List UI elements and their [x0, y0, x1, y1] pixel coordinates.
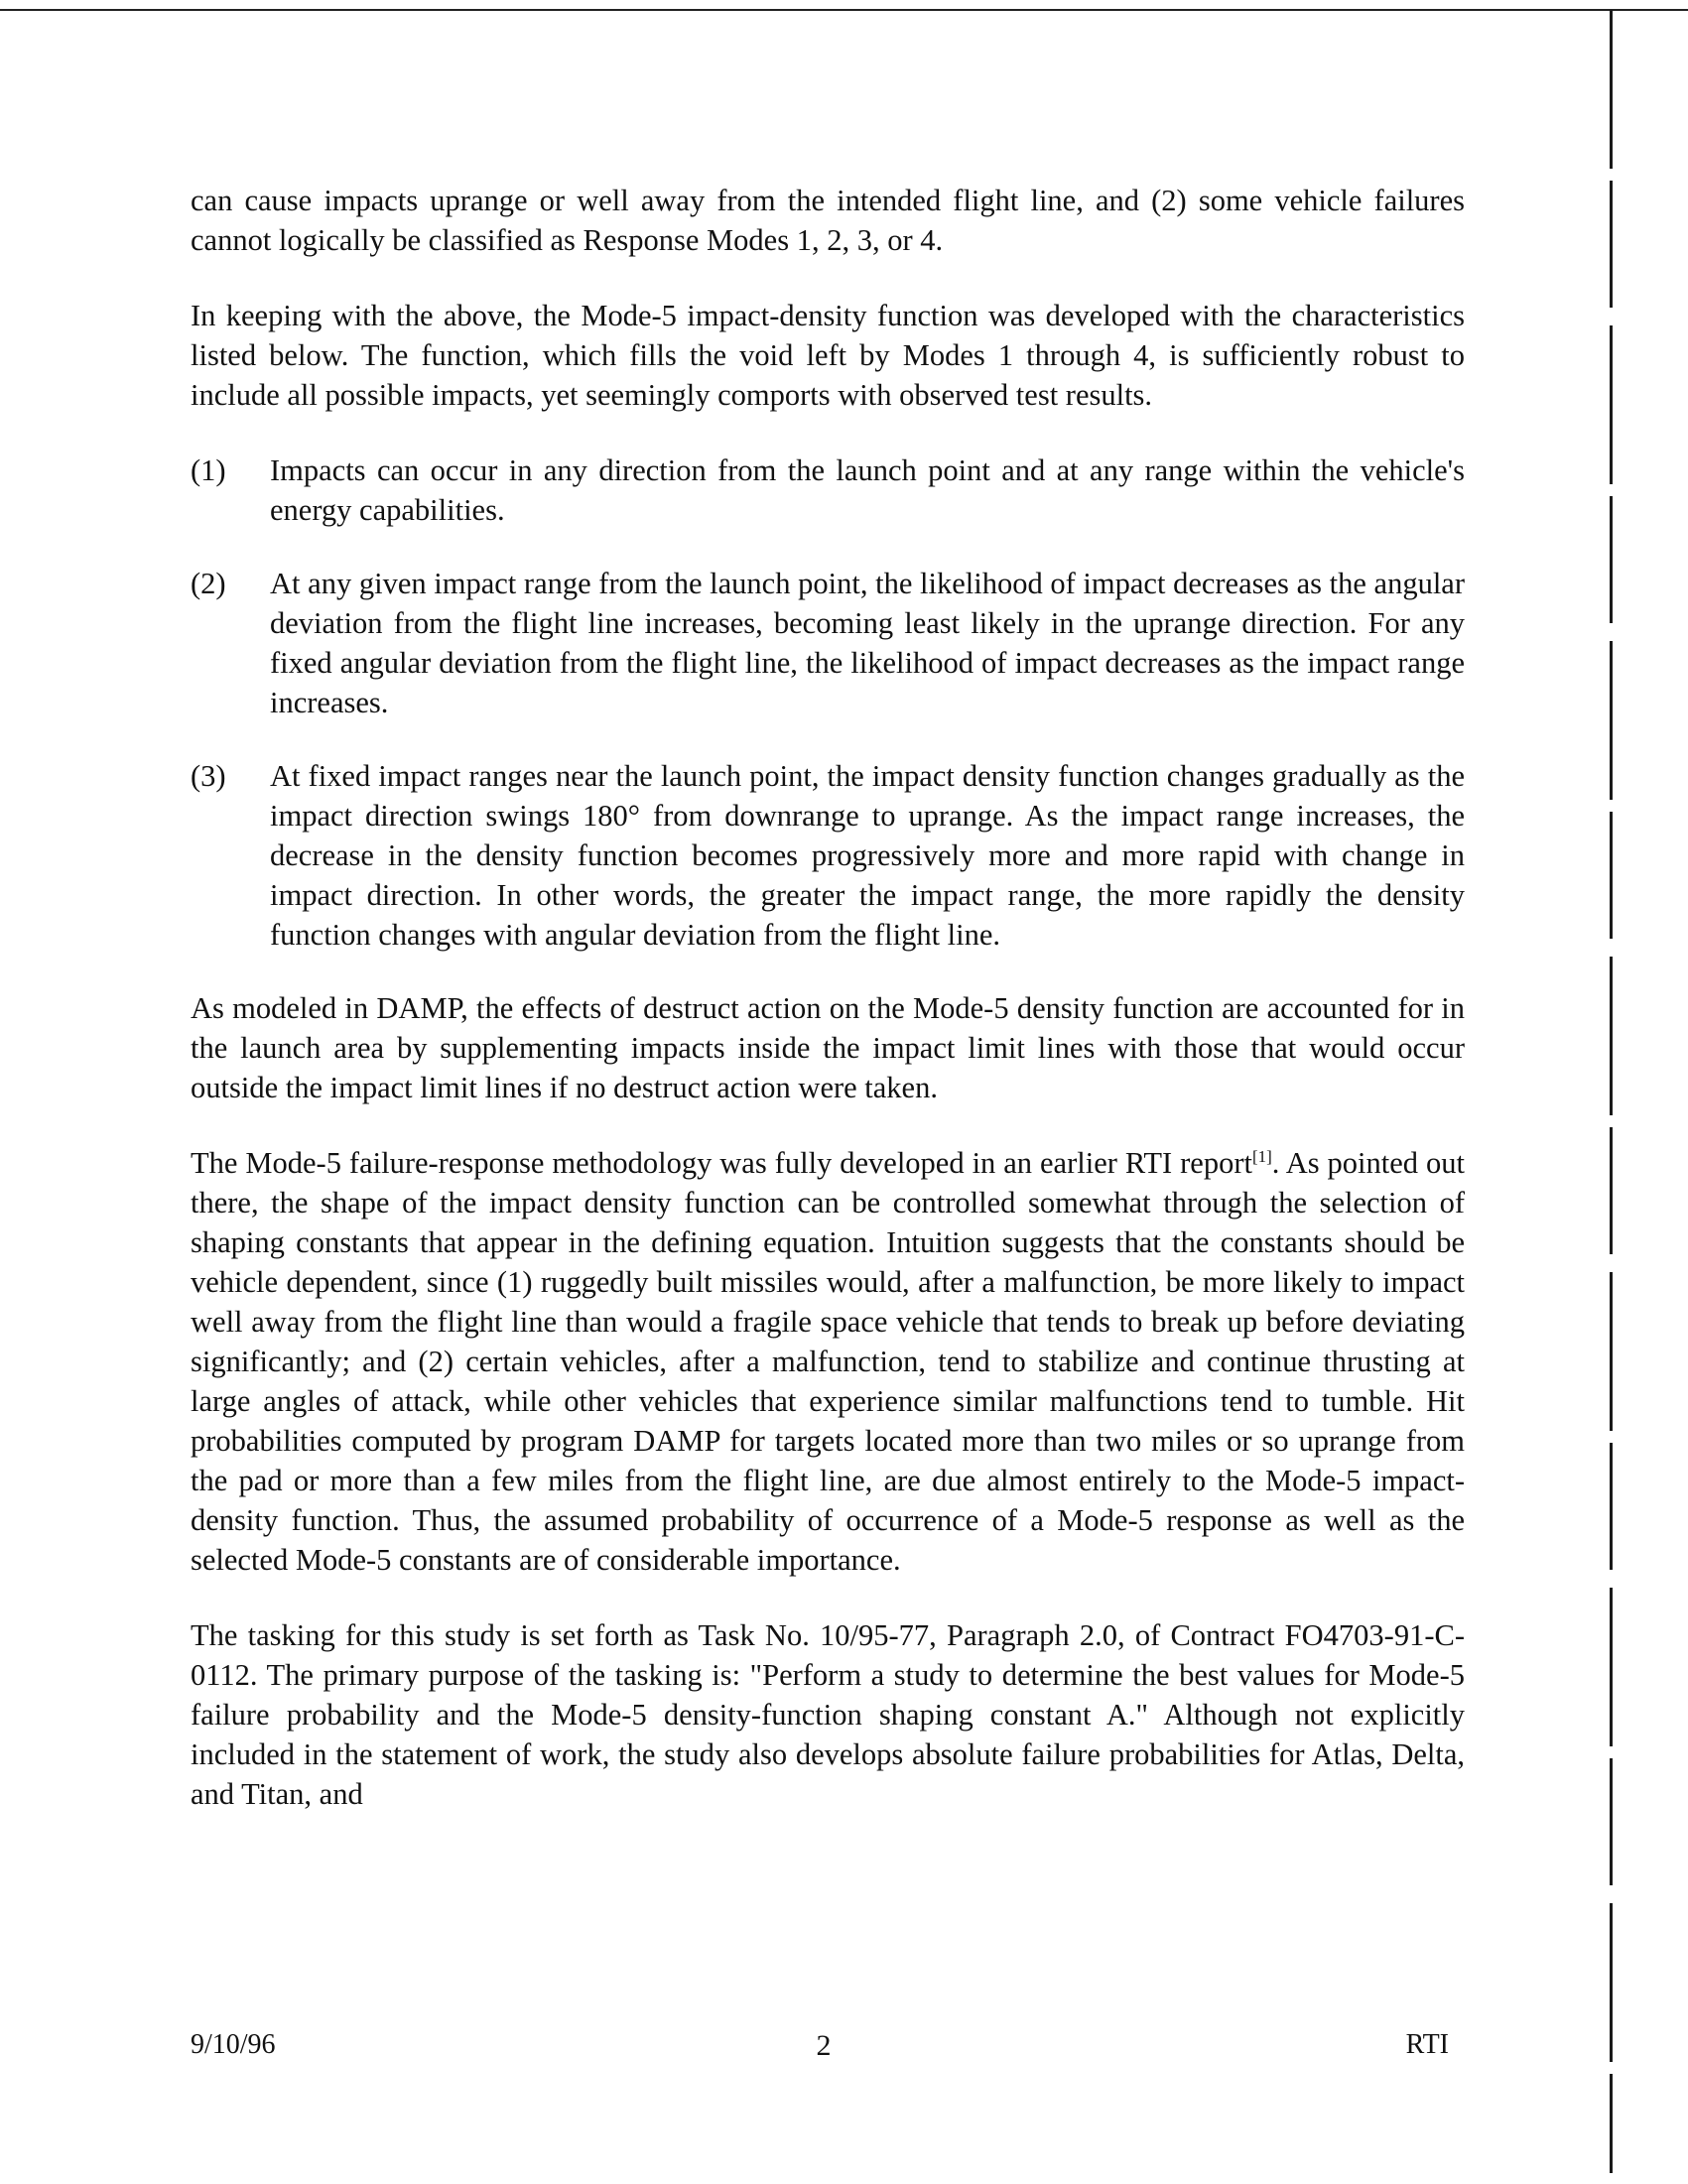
list-text: Impacts can occur in any direction from the launch point and at any range within the vehicle's energy capabilities. — [270, 453, 1465, 527]
methodology-text-end: . As pointed out there, the shape of the impact density function can be controlled somewhat through the selection of shaping constants that appear in the defining equation. Intuition suggests that the constants should be vehicle dependent, since (1) ruggedly built missiles would, after a malfunction, be more likely to impact well away from the flight line than would a fragile space vehicle that tends to break up before deviating significantly; and (2) certain vehicles, after a malfunction, tend to stabilize and continue thrusting at large angles of attack, while other vehicles that experience similar malfunctions tend to tumble. Hit probabilities computed by program DAMP for targets located more than two miles or so uprange from the pad or more than a few miles from the flight line, are due almost entirely to the Mode-5 impact-density function. Thus, the assumed probability of occurrence of a Mode-5 response as well as the selected Mode-5 constants are of considerable importance. — [191, 1146, 1465, 1577]
paragraph-tasking: The tasking for this study is set forth as Task No. 10/95-77, Paragraph 2.0, of Contract FO4703-91-C-0112. The primary purpose of the tasking is: "Perform a study to determine the best values for Mode-5 failure probability and the Mode-5 density-function shaping constant A." Although not explicitly included in the statement of work, the study also develops absolute failure probabilities for Atlas, Delta, and Titan, and — [191, 1618, 1465, 1811]
footer-date: 9/10/96 — [191, 2029, 276, 2060]
paragraph-mode5-intro: In keeping with the above, the Mode-5 impact-density function was developed with the characteristics listed below. The function, which fills the void left by Modes 1 through 4, is sufficiently robust to include all possible impacts, yet seemingly comports with observed test results. — [191, 299, 1465, 412]
list-item-2 — [191, 564, 1465, 722]
page-body — [191, 181, 1465, 1850]
right-scan-edge — [1610, 10, 1613, 2173]
list-number: (3) — [191, 759, 226, 793]
reference-marker: [1] — [1251, 1146, 1272, 1166]
list-item-1 — [191, 450, 1465, 530]
paragraph-methodology — [191, 1143, 1465, 1580]
paragraph-damp: As modeled in DAMP, the effects of destruct action on the Mode-5 density function are accounted for in the launch area by supplementing impacts inside the impact limit lines with those that would occur outside the impact limit lines if no destruct action were taken. — [191, 991, 1465, 1104]
page-footer — [191, 2029, 1457, 2069]
top-scan-rule — [0, 9, 1688, 11]
list-text: At fixed impact ranges near the launch point, the impact density function changes gradually as the impact direction swings 180° from downrange to uprange. As the impact range increases, the decrease in the density function becomes progressively more and more rapid with change in impact direction. In other words, the greater the impact range, the more rapidly the density function changes with angular deviation from the flight line. — [270, 759, 1465, 952]
methodology-text-start: The Mode-5 failure-response methodology was fully developed in an earlier RTI report — [191, 1146, 1252, 1180]
paragraph-continuation: can cause impacts uprange or well away from the intended flight line, and (2) some vehicle failures cannot logically be classified as Response Modes 1, 2, 3, or 4. — [191, 184, 1465, 257]
list-number: (2) — [191, 567, 226, 600]
footer-page-number: 2 — [816, 2029, 832, 2062]
list-text: At any given impact range from the launch point, the likelihood of impact decreases as the angular deviation from the flight line increases, becoming least likely in the uprange direction. For any fixed angular deviation from the flight line, the likelihood of impact decreases as the impact range increases. — [270, 567, 1465, 719]
list-item-3 — [191, 756, 1465, 955]
footer-organization: RTI — [1405, 2029, 1449, 2060]
list-number: (1) — [191, 453, 226, 487]
